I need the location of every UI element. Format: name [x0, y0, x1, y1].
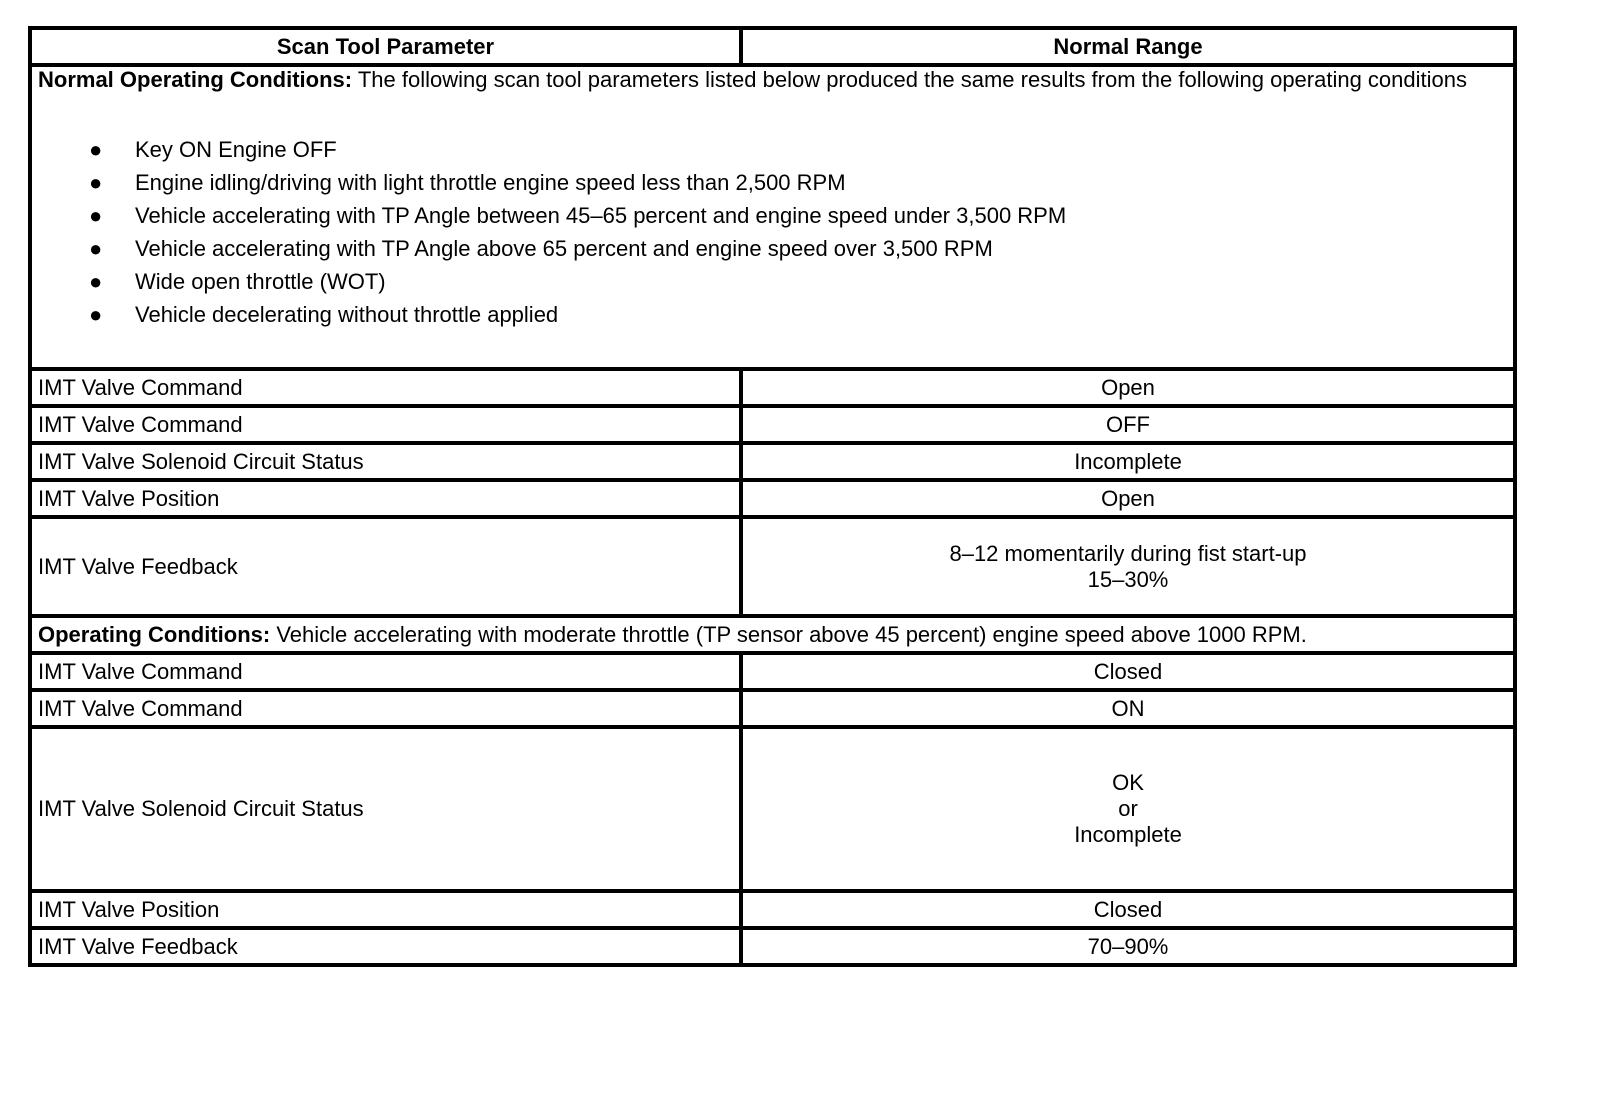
range-cell: ON: [741, 690, 1515, 727]
conditions-label: Operating Conditions:: [38, 621, 271, 647]
scan-tool-parameter-table: [28, 26, 1517, 967]
parameter-cell: IMT Valve Solenoid Circuit Status: [30, 443, 741, 480]
condition-item: [38, 236, 1507, 269]
range-line: OK: [1112, 770, 1144, 795]
parameter-cell: IMT Valve Command: [30, 406, 741, 443]
parameter-cell: IMT Valve Feedback: [30, 517, 741, 616]
range-cell: OFF: [741, 406, 1515, 443]
bullet-icon: ●: [89, 269, 103, 294]
conditions-text: Vehicle accelerating with moderate throttle (TP sensor above 45 percent) engine speed above 1000 RPM.: [270, 621, 1307, 647]
table-row: [30, 727, 1515, 891]
parameter-cell: IMT Valve Position: [30, 480, 741, 517]
range-cell: [741, 517, 1515, 616]
header-normal-range: Normal Range: [741, 28, 1515, 65]
condition-item: [38, 170, 1507, 203]
section-normal-operating-conditions: [30, 65, 1515, 369]
condition-text: Vehicle accelerating with TP Angle above 65 percent and engine speed over 3,500 RPM: [135, 236, 993, 261]
range-line: or: [1118, 796, 1138, 821]
bullet-icon: ●: [89, 302, 103, 327]
range-cell: Open: [741, 480, 1515, 517]
table-row: [30, 443, 1515, 480]
table-row: [30, 653, 1515, 690]
conditions-list: [38, 137, 1507, 335]
range-line: 15–30%: [1087, 566, 1169, 592]
table-row: [30, 517, 1515, 616]
parameter-cell: IMT Valve Position: [30, 891, 741, 928]
conditions-cell: [30, 65, 1515, 369]
condition-item: [38, 302, 1507, 335]
condition-text: Vehicle accelerating with TP Angle between 45–65 percent and engine speed under 3,500 RPM: [135, 203, 1067, 228]
parameter-cell: IMT Valve Command: [30, 653, 741, 690]
range-cell: 70–90%: [741, 928, 1515, 965]
parameter-cell: IMT Valve Command: [30, 690, 741, 727]
bullet-icon: ●: [89, 170, 103, 195]
table-row: [30, 891, 1515, 928]
range-cell: Open: [741, 369, 1515, 406]
header-row: [30, 28, 1515, 65]
range-line: Incomplete: [1074, 822, 1182, 847]
bullet-icon: ●: [89, 203, 103, 228]
range-cell: Closed: [741, 653, 1515, 690]
condition-text: Wide open throttle (WOT): [135, 269, 386, 294]
condition-text: Vehicle decelerating without throttle applied: [135, 302, 559, 327]
conditions-cell: [30, 616, 1515, 653]
table-row: [30, 406, 1515, 443]
condition-text: Key ON Engine OFF: [135, 137, 337, 162]
table-row: [30, 928, 1515, 965]
conditions-label: Normal Operating Conditions:: [38, 67, 353, 92]
range-cell: Incomplete: [741, 443, 1515, 480]
condition-item: [38, 137, 1507, 170]
range-cell: [741, 727, 1515, 891]
parameter-cell: IMT Valve Command: [30, 369, 741, 406]
bullet-icon: ●: [89, 236, 103, 261]
header-parameter: Scan Tool Parameter: [30, 28, 741, 65]
parameter-cell: IMT Valve Solenoid Circuit Status: [30, 727, 741, 891]
parameter-cell: IMT Valve Feedback: [30, 928, 741, 965]
condition-text: Engine idling/driving with light throttle engine speed less than 2,500 RPM: [135, 170, 846, 195]
condition-item: [38, 203, 1507, 236]
section-operating-conditions: [30, 616, 1515, 653]
range-line: 8–12 momentarily during fist start-up: [949, 540, 1307, 566]
condition-item: [38, 269, 1507, 302]
conditions-text: The following scan tool parameters listed below produced the same results from the following operating conditions: [352, 67, 1467, 92]
table-row: [30, 690, 1515, 727]
table-row: [30, 480, 1515, 517]
range-cell: Closed: [741, 891, 1515, 928]
table-row: [30, 369, 1515, 406]
bullet-icon: ●: [89, 137, 103, 162]
